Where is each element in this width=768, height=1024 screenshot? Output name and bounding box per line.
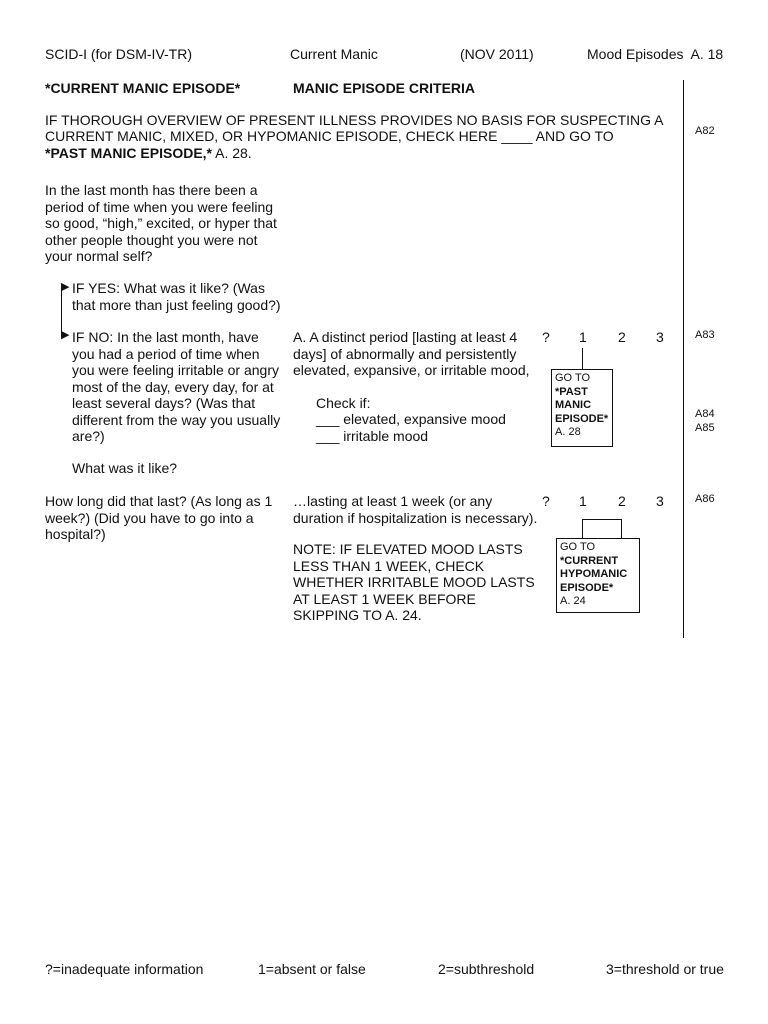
rating-2-2[interactable]: 2 (618, 493, 626, 509)
what-was-it-like: What was it like? (72, 460, 178, 476)
rating-3[interactable]: 3 (656, 329, 664, 345)
code-a83: A83 (695, 329, 715, 341)
rating-1-2[interactable]: 1 (579, 493, 587, 509)
criterion-a: A. A distinct period [lasting at least 4 days] of abnormally and persistently elevated, expansive, or irritable mood, (293, 329, 530, 378)
intro-line-3 (45, 145, 252, 162)
check-irritable-mood[interactable]: ___ irritable mood (316, 428, 429, 444)
goto-hypomanic-box (556, 538, 640, 613)
intro-line-1: IF THOROUGH OVERVIEW OF PRESENT ILLNESS PROVIDES NO BASIS FOR SUSPECTING A (45, 112, 664, 128)
heading-current-manic: *CURRENT MANIC EPISODE* (45, 80, 241, 96)
code-a86: A86 (695, 493, 715, 505)
connector-line-2a (582, 519, 583, 539)
legend-absent: 1=absent or false (258, 961, 366, 977)
rating-2[interactable]: 2 (618, 329, 626, 345)
connector-line-2c (582, 519, 622, 520)
criterion-duration: …lasting at least 1 week (or any duration if hospitalization is necessary). (293, 493, 538, 526)
goto-page-2: A. 24 (560, 595, 586, 607)
goto-target-2-2: HYPOMANIC (560, 568, 628, 580)
arrow-right-icon-yes: ▶ (61, 281, 70, 293)
rating-3-2[interactable]: 3 (656, 493, 664, 509)
goto-target-2-1: *CURRENT (560, 554, 619, 567)
question-how-long: How long did that last? (As long as 1 week?) (Did you have to go into a hospital?) (45, 493, 273, 542)
code-a82: A82 (695, 125, 715, 137)
code-a85: A85 (695, 422, 715, 434)
goto-past-manic-box (551, 369, 613, 447)
rating-unknown-2[interactable]: ? (542, 493, 550, 509)
goto-target-2-3: EPISODE* (560, 581, 614, 594)
code-a84: A84 (695, 408, 715, 420)
section-page: Mood Episodes A. 18 (587, 46, 724, 62)
legend-inadequate: ?=inadequate information (45, 961, 204, 977)
legend-subthreshold: 2=subthreshold (438, 961, 535, 977)
note-elevated-mood: NOTE: IF ELEVATED MOOD LASTS LESS THAN 1 WEEK, CHECK WHETHER IRRITABLE MOOD LASTS AT LEAST 1 WEEK BEFORE SKIPPING TO A. 24. (293, 541, 535, 623)
intro-line-2: CURRENT MANIC, MIXED, OR HYPOMANIC EPISODE, CHECK HERE ____ AND GO TO (45, 128, 614, 144)
if-yes-question: IF YES: What was it like? (Was that more than just feeling good?) (72, 280, 281, 313)
goto-label-2: GO TO (560, 541, 596, 553)
heading-criteria: MANIC EPISODE CRITERIA (293, 80, 476, 96)
rating-1[interactable]: 1 (579, 329, 587, 345)
goto-target-2: MANIC (555, 399, 592, 411)
version-date: (NOV 2011) (460, 46, 534, 62)
if-no-question: IF NO: In the last month, have you had a period of time when you were feeling irritable or angry most of the day, every day, for at least several days? (Was that different from the way you usually are?) (72, 329, 281, 444)
vertical-divider (683, 80, 684, 638)
goto-page: A. 28 (555, 426, 581, 438)
check-elevated-mood[interactable]: ___ elevated, expansive mood (316, 411, 506, 427)
goto-target-3: EPISODE* (555, 412, 609, 425)
rating-unknown[interactable]: ? (542, 329, 550, 345)
goto-label: GO TO (555, 372, 591, 384)
goto-target-1: *PAST (555, 385, 588, 398)
intro-goto-page: A. 28. (212, 145, 252, 161)
connector-line-1 (582, 348, 583, 370)
check-if-label: Check if: (316, 395, 371, 411)
connector-line-2b (621, 519, 622, 539)
legend-threshold: 3=threshold or true (606, 961, 724, 977)
instrument-name: SCID-I (for DSM-IV-TR) (45, 46, 192, 62)
intro-goto-past-manic: *PAST MANIC EPISODE,* (45, 145, 212, 161)
module-name: Current Manic (290, 46, 378, 62)
question-high-mood: In the last month has there been a period of time when you were feeling so good, “high,” excited, or hyper that other people thought you were not your normal self? (45, 182, 277, 264)
arrow-right-icon-no: ▶ (61, 329, 70, 341)
